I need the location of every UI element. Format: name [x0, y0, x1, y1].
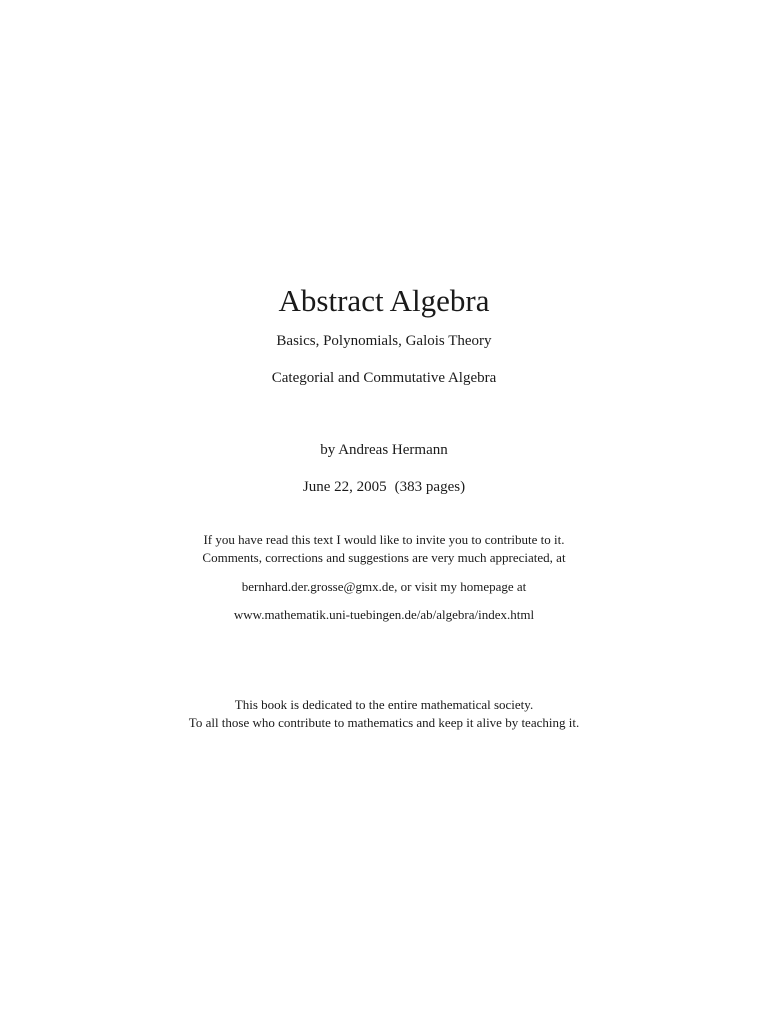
- author-line: by Andreas Hermann: [320, 442, 448, 458]
- contact-email-line: bernhard.der.grosse@gmx.de, or visit my homepage at: [241, 579, 527, 594]
- page-count: (383 pages): [394, 479, 466, 495]
- book-subtitle-basics: Basics, Polynomials, Galois Theory: [276, 333, 492, 349]
- homepage-url: www.mathematik.uni-tuebingen.de/ab/algebra/index.html: [233, 607, 535, 622]
- dedication-line-1: This book is dedicated to the entire mathematical society.: [234, 697, 534, 712]
- book-title: Abstract Algebra: [278, 283, 490, 318]
- invitation-line-1: If you have read this text I would like to invite you to contribute to it.: [203, 532, 565, 547]
- publication-date: June 22, 2005: [302, 479, 387, 495]
- date-line: [0, 477, 768, 497]
- invitation-line-2: Comments, corrections and suggestions are very much appreciated, at: [202, 550, 566, 565]
- dedication-line-2: To all those who contribute to mathematics and keep it alive by teaching it.: [188, 715, 580, 730]
- book-subtitle-categorial: Categorial and Commutative Algebra: [271, 370, 497, 386]
